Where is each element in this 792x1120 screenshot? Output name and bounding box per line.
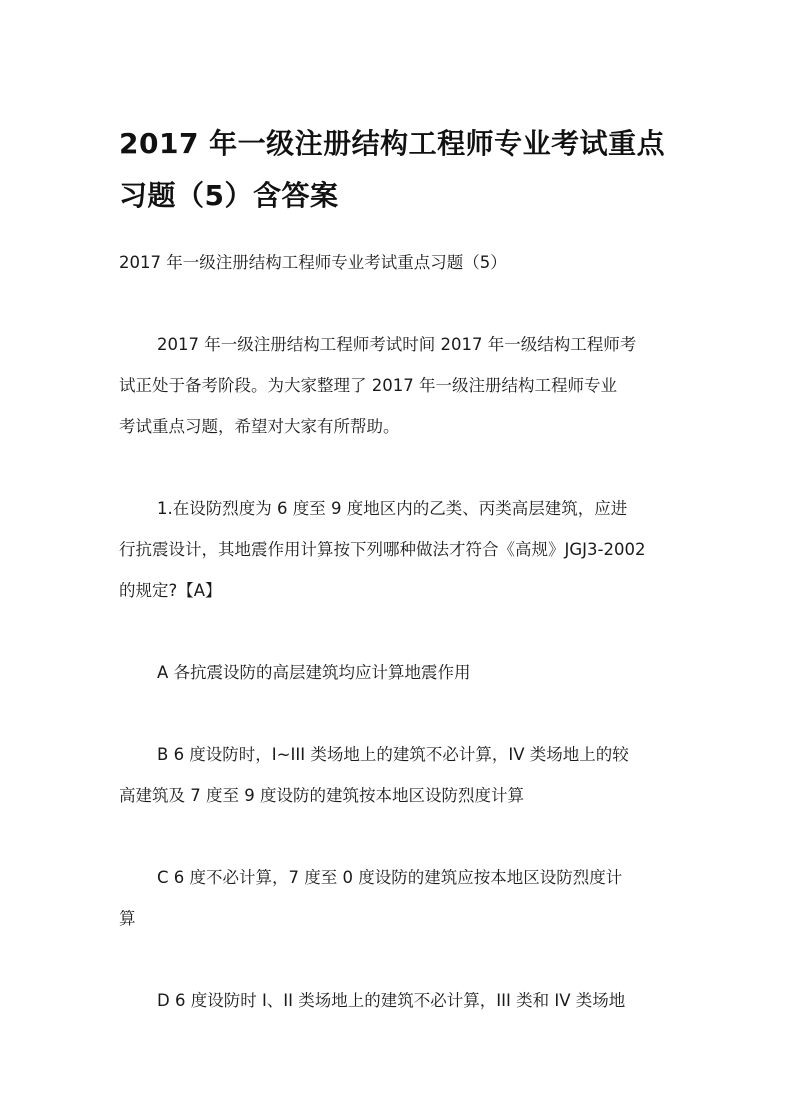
- option-b-line-1: B 6 度设防时，I~III 类场地上的建筑不必计算，IV 类场地上的较: [157, 745, 629, 764]
- option-c-line-2: 算: [119, 909, 136, 928]
- question-1-line-1: 1.在设防烈度为 6 度至 9 度地区内的乙类、丙类高层建筑，应进: [157, 499, 628, 518]
- intro-paragraph-line-1: 2017 年一级注册结构工程师考试时间 2017 年一级结构工程师考: [157, 335, 637, 354]
- option-c-line-1: C 6 度不必计算，7 度至 0 度设防的建筑应按本地区设防烈度计: [157, 868, 623, 887]
- question-1-line-3: 的规定?【A】: [119, 581, 222, 600]
- intro-paragraph-line-2: 试正处于备考阶段。为大家整理了 2017 年一级注册结构工程师专业: [119, 376, 617, 395]
- option-a-line-1: A 各抗震设防的高层建筑均应计算地震作用: [157, 663, 471, 682]
- question-1-line-2: 行抗震设计，其地震作用计算按下列哪种做法才符合《高规》JGJ3-2002: [119, 540, 646, 559]
- intro-paragraph-line-3: 考试重点习题，希望对大家有所帮助。: [119, 417, 400, 436]
- document-subtitle: 2017 年一级注册结构工程师专业考试重点习题（5）: [119, 253, 507, 272]
- option-d-line-1: D 6 度设防时 I、II 类场地上的建筑不必计算，III 类和 IV 类场地: [157, 991, 626, 1010]
- option-b-line-2: 高建筑及 7 度至 9 度设防的建筑按本地区设防烈度计算: [119, 786, 524, 805]
- document-title-line-2: 习题（5）含答案: [119, 179, 339, 212]
- document-title-line-1: 2017 年一级注册结构工程师专业考试重点: [119, 127, 666, 160]
